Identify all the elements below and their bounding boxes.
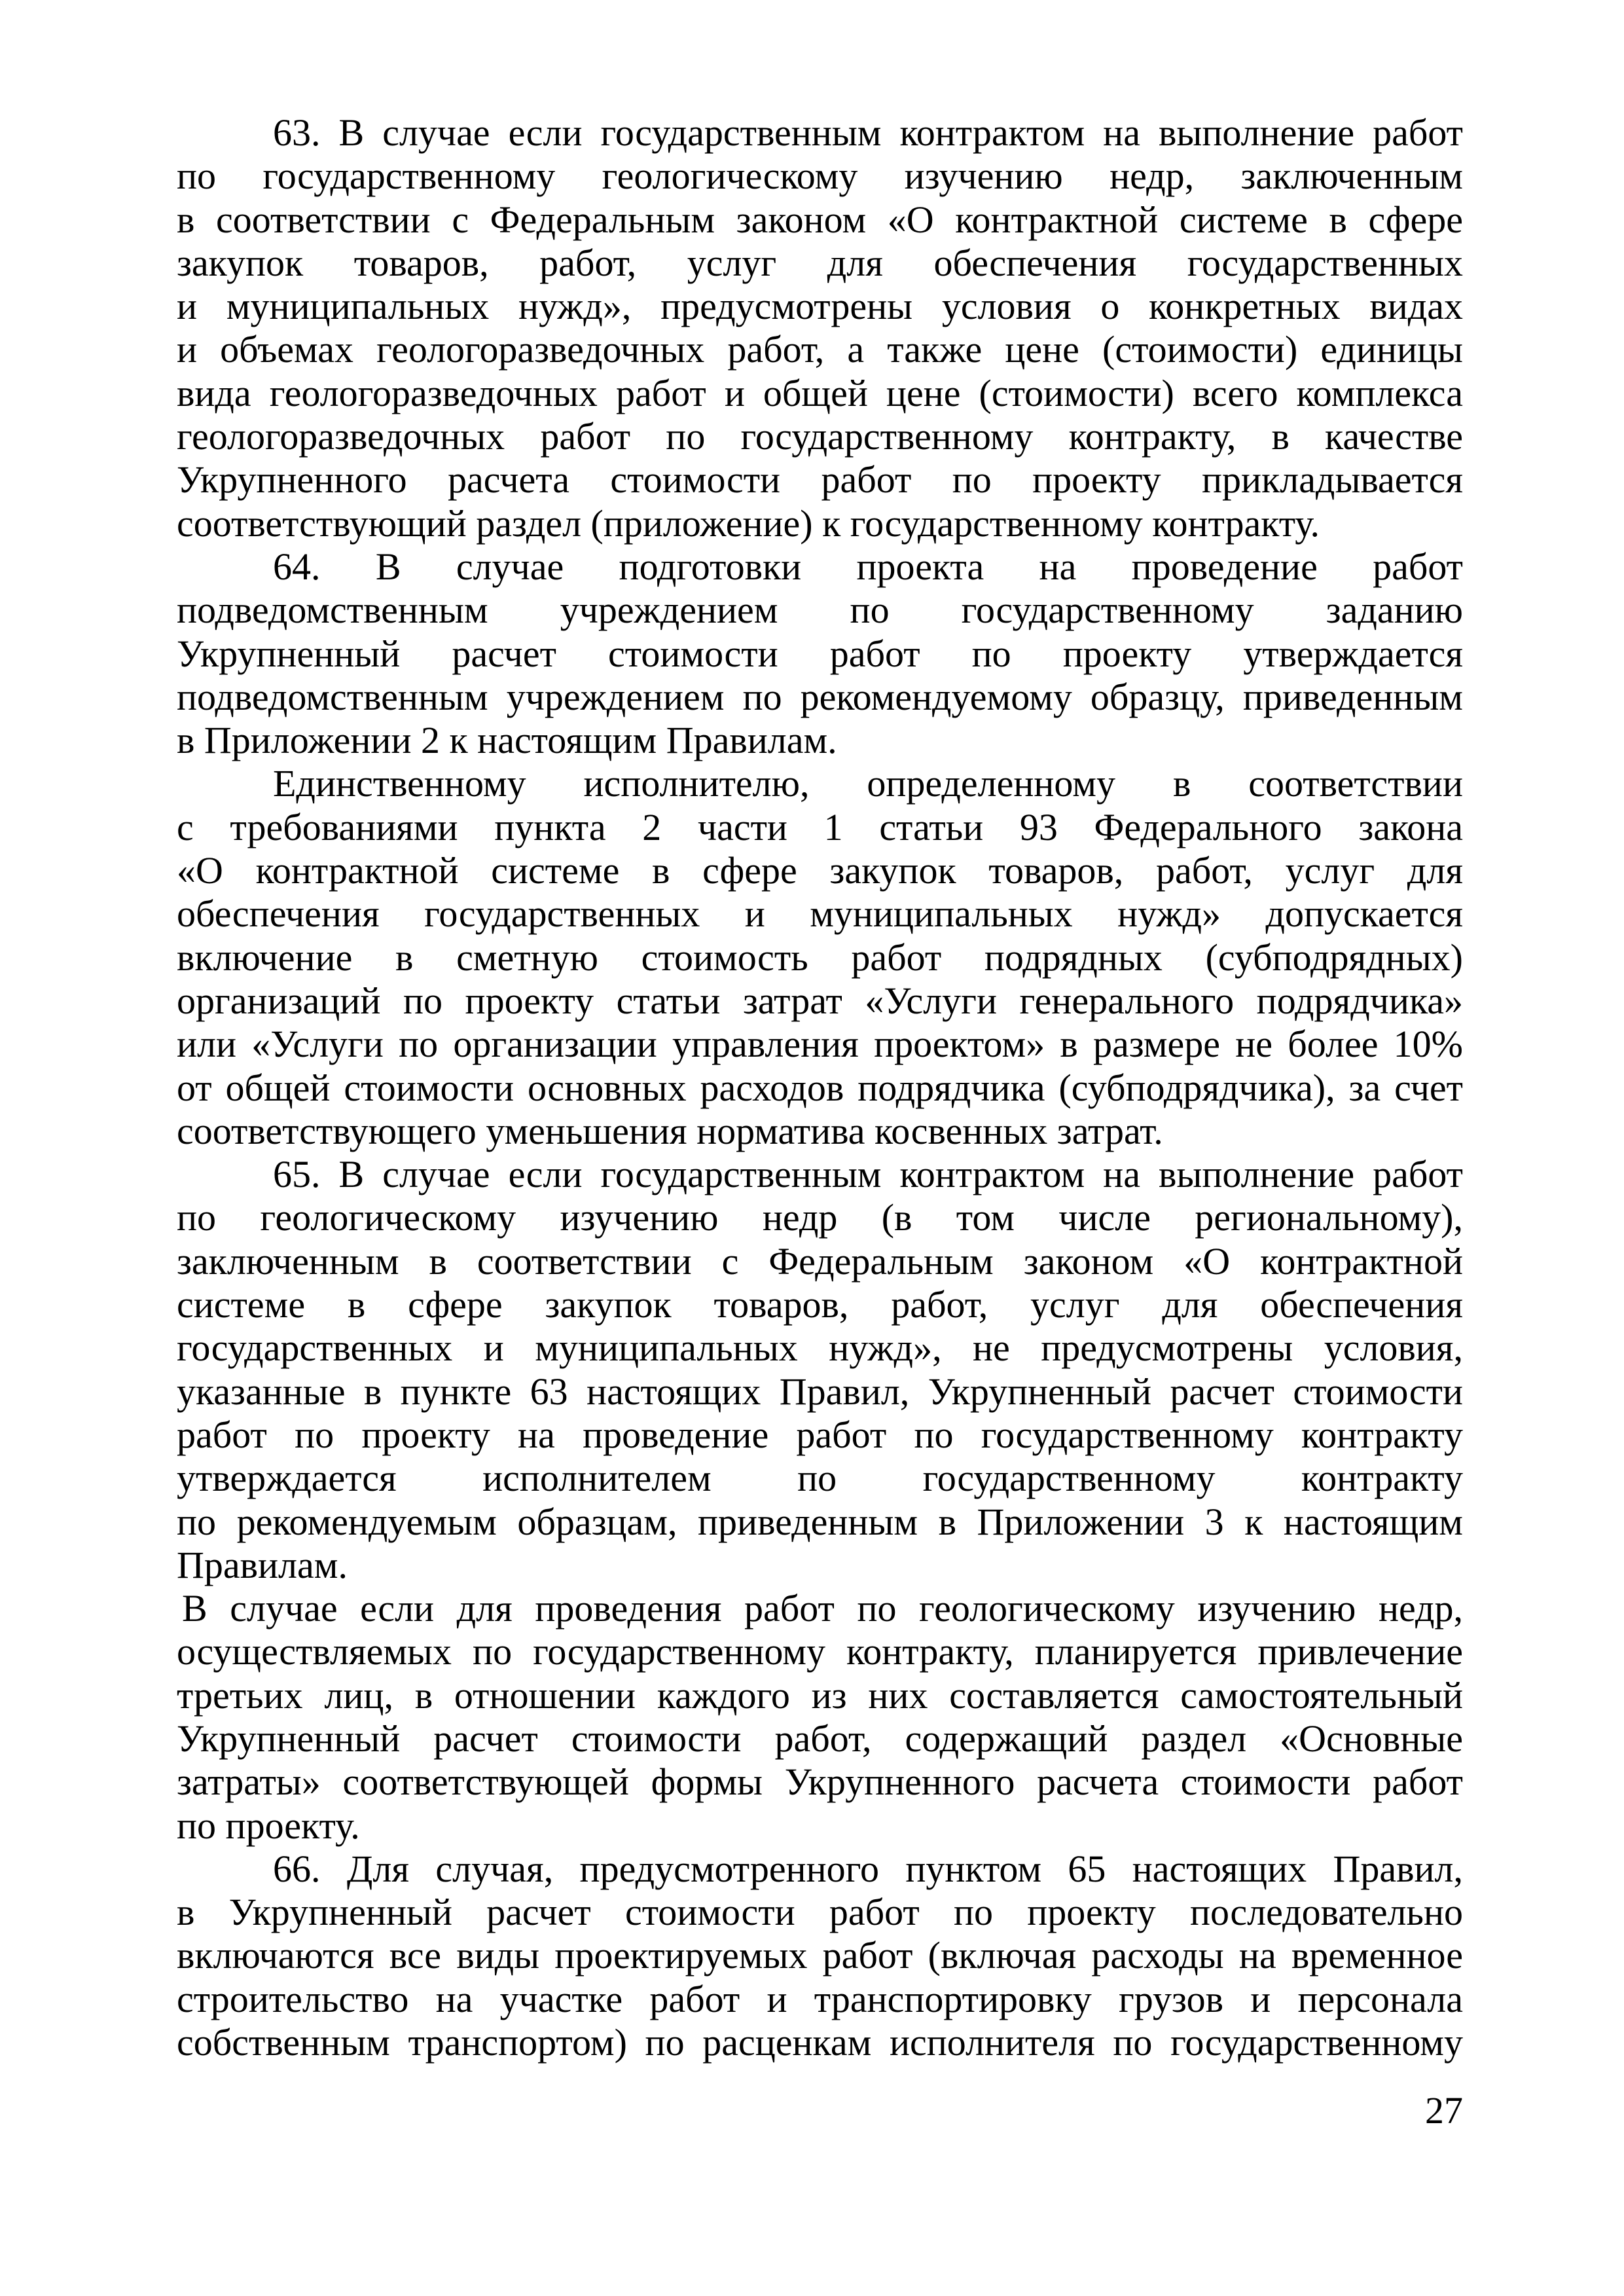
text-line: 66. Для случая, предусмотренного пунктом 65 настоящих Правил, — [273, 1847, 1463, 1890]
text-line: в соответствии с Федеральным законом «О контрактной системе в сфере — [177, 198, 1463, 241]
document-body — [177, 111, 1463, 2064]
text-line: обеспечения государственных и муниципальных нужд» допускается — [177, 892, 1463, 936]
text-line: организаций по проекту статьи затрат «Услуги генерального подрядчика» — [177, 979, 1463, 1022]
text-line: в Укрупненный расчет стоимости работ по проекту последовательно — [177, 1891, 1463, 1934]
text-line: заключенным в соответствии с Федеральным законом «О контрактной — [177, 1239, 1463, 1283]
text-line: «О контрактной системе в сфере закупок товаров, работ, услуг для — [177, 849, 1463, 892]
text-line: Укрупненного расчета стоимости работ по проекту прикладывается — [177, 458, 1463, 501]
text-line: системе в сфере закупок товаров, работ, услуг для обеспечения — [177, 1283, 1463, 1326]
text-line: или «Услуги по организации управления проектом» в размере не более 10% — [177, 1023, 1463, 1066]
text-line: третьих лиц, в отношении каждого из них составляется самостоятельный — [177, 1673, 1463, 1717]
text-line: 65. В случае если государственным контрактом на выполнение работ — [273, 1153, 1463, 1196]
text-line: 64. В случае подготовки проекта на проведение работ — [273, 545, 1463, 588]
text-line: включение в сметную стоимость работ подрядных (субподрядных) — [177, 936, 1463, 979]
text-line: Правилам. — [177, 1543, 348, 1586]
paragraph — [177, 762, 1463, 1153]
text-line: по рекомендуемым образцам, приведенным в Приложении 3 к настоящим — [177, 1500, 1463, 1543]
text-line: затраты» соответствующей формы Укрупненного расчета стоимости работ — [177, 1760, 1463, 1804]
text-line: государственных и муниципальных нужд», не предусмотрены условия, — [177, 1326, 1463, 1370]
text-line: закупок товаров, работ, услуг для обеспечения государственных — [177, 241, 1463, 284]
paragraph — [177, 1153, 1463, 1587]
paragraph — [177, 111, 1463, 545]
text-line: утверждается исполнителем по государственному контракту — [177, 1457, 1463, 1500]
text-line: Единственному исполнителю, определенному в соответствии — [273, 762, 1463, 805]
text-line: геологоразведочных работ по государственному контракту, в качестве — [177, 415, 1463, 458]
text-line: вида геологоразведочных работ и общей цене (стоимости) всего комплекса — [177, 371, 1463, 414]
text-line: осуществляемых по государственному контракту, планируется привлечение — [177, 1630, 1463, 1673]
text-line: по геологическому изучению недр (в том числе региональному), — [177, 1196, 1463, 1239]
text-line: по проекту. — [177, 1804, 360, 1847]
text-line: Укрупненный расчет стоимости работ, содержащий раздел «Основные — [177, 1717, 1463, 1760]
paragraph — [177, 545, 1463, 762]
text-line: строительство на участке работ и транспортировку грузов и персонала — [177, 1977, 1463, 2020]
text-line: от общей стоимости основных расходов подрядчика (субподрядчика), за счет — [177, 1066, 1463, 1109]
text-line: работ по проекту на проведение работ по государственному контракту — [177, 1413, 1463, 1456]
text-line: соответствующий раздел (приложение) к государственному контракту. — [177, 501, 1320, 545]
paragraph — [177, 1587, 1463, 1848]
text-line: подведомственным учреждением по государственному заданию — [177, 589, 1463, 632]
text-line: 63. В случае если государственным контрактом на выполнение работ — [273, 111, 1463, 154]
text-line: с требованиями пункта 2 части 1 статьи 93 Федерального закона — [177, 805, 1463, 848]
page-number: 27 — [1425, 2089, 1463, 2132]
text-line: включаются все виды проектируемых работ (включая расходы на временное — [177, 1934, 1463, 1977]
text-line: и муниципальных нужд», предусмотрены условия о конкретных видах — [177, 285, 1463, 328]
text-line: по государственному геологическому изучению недр, заключенным — [177, 155, 1463, 198]
text-line: указанные в пункте 63 настоящих Правил, Укрупненный расчет стоимости — [177, 1370, 1463, 1413]
text-line: соответствующего уменьшения норматива косвенных затрат. — [177, 1109, 1163, 1152]
text-line: и объемах геологоразведочных работ, а также цене (стоимости) единицы — [177, 328, 1463, 371]
text-line: собственным транспортом) по расценкам исполнителя по государственному — [177, 2021, 1463, 2064]
text-line: Укрупненный расчет стоимости работ по проекту утверждается — [177, 632, 1463, 675]
paragraph — [177, 1848, 1463, 2064]
text-line: подведомственным учреждением по рекомендуемому образцу, приведенным — [177, 675, 1463, 718]
text-line: в Приложении 2 к настоящим Правилам. — [177, 719, 837, 762]
text-line: В случае если для проведения работ по геологическому изучению недр, — [182, 1587, 1463, 1630]
